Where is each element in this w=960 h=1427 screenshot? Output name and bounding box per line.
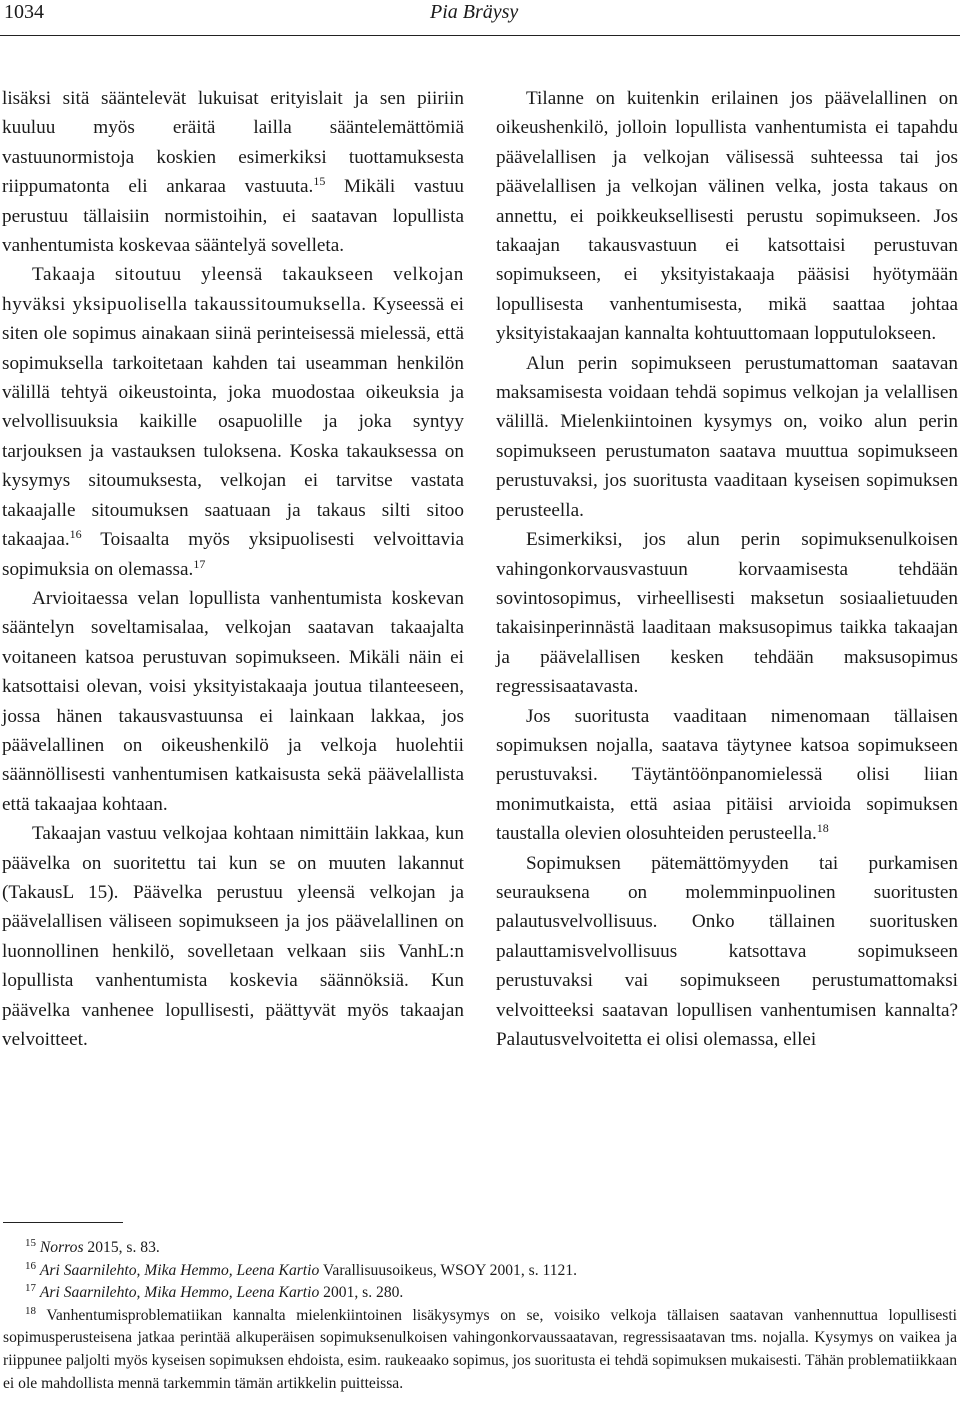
footnote-text: 2015, s. 83. [83,1239,160,1256]
page-number: 1034 [4,1,44,23]
footnote-ref: 16 [69,527,82,542]
paragraph: Arvioitaessa velan lopullista vanhentumista koskevan sääntelyn soveltamisalaa, velkojan saatavan takaajalta voitaneen katsoa perustuvan sopimukseen. Mikäli näin ei katsottaisi olevan, voisi yksityistakaaja joutua tilanteeseen, jossa hänen takausvastuunsa ei lainkaan lakkaa, jos päävelallinen on oikeushenkilö ja velkoja huolehtii säännöllisesti vanhentumisen katkaisusta sekä päävelallista että takaajaa kohtaan. [2,587,464,815]
running-head-author: Pia Bräysy [430,1,519,23]
footnote-text: Varallisuusoikeus, WSOY 2001, s. 1121. [319,1261,578,1279]
paragraph: Alun perin sopimukseen perustumattoman saatavan maksamisesta voidaan tehdä sopimus velkojan ja velallisen välillä. Mielenkiintoinen kysymys on, voiko alun perin sopimukseen perustumaton saatava muuttua sopimukseen perustuvaksi, jos suoritusta vaaditaan kyseisen sopimuksen perusteella. [496,352,958,521]
footnote-ref: 15 [313,174,326,189]
footnote-number: 15 [25,1237,36,1249]
footnote-author: Norros [39,1239,84,1256]
paragraph-text: Kyseessä ei siten ole sopimus ainakaan siinä perinteisessä mielessä, että sopimuksella tarkoitetaan kahden tai useamman henkilön välillä tehtyä oikeustointa, joka muodostaa oikeuksia ja velvollisuuksia kaikille osapuolille ja joka syntyy tarjouksen ja vastauksen tuloksena. Koska takauksessa on kysymys sitoumuksesta, velkojan ei tarvitse vastata takaajalle sitoumuksen saatuaan ja takaus silti sitoo takaajaa. [2,293,465,551]
paragraph-text: lisäksi sitä sääntelevät lukuisat erityislait ja sen piiriin kuuluu myös eräitä lailla sääntelemättömiä vastuunormistoja koskien esimerkiksi tuottamuksesta riippumatonta eli ankaraa vastuuta. [2,88,464,198]
paragraph: Sopimuksen pätemättömyyden tai purkamisen seurauksena on molemminpuolinen suoritusten palautusvelvollisuus. Onko tällainen suoritusken palauttamisvelvollisuus katsottava sopimukseen perustuvaksi vai sopimukseen perustumattomaksi velvoitteeksi saatavan lopullisen vanhentumisen kannalta? Palautusvelvoitetta ei olisi olemassa, ellei [496,852,958,1050]
paragraph: Takaajan vastuu velkojaa kohtaan nimittäin lakkaa, kun päävelka on suoritettu tai kun se on muuten lakannut (TakausL 15). Päävelka perustuu yleensä velkojan ja päävelallisen väliseen sopimukseen ja jos päävelallinen on luonnollinen henkilö, sovelletaan velkaan siis VanhL:n lopullista vanhentumista koskevia säännöksiä. Kun päävelka vanhenee lopullisesti, päättyvät myös takaajan velvoitteet. [2,823,464,1050]
paragraph-text: Jos suoritusta vaaditaan nimenomaan tällaisen sopimuksen nojalla, saatava täytynee katsoa sopimukseen perustuvaksi. Täytäntöönpanomielessä olisi liian monimutkaista, että asiaa pitäisi arvioida sopimuksen taustalla olevien olosuhteiden perusteella. [496,705,958,845]
footnote-ref: 18 [816,821,829,836]
footnote [3,1282,957,1305]
footnote-number: 17 [25,1282,36,1295]
paragraph-text: Toisaalta myös yksipuolisesti velvoittavia sopimuksia on olemassa. [2,529,464,580]
paragraph: Tilanne on kuitenkin erilainen jos päävelallinen on oikeushenkilö, jolloin lopullista vanhentumista ei tapahdu päävelallisen ja velkojan välisessä suhteessa tai jos päävelallisen ja velkojan välinen velka, josta takaus on annettu, ei poikkeuksellisesti perustu sopimukseen. Jos takaajan takausvastuun ei katsottaisi perustuvan sopimukseen, ei yksityistakaaja pääsisi hyötymään lopullisesta vanhentumisesta, mikä saattaa johtaa yksityistakaajan kannalta kohtuuttomaan lopputulokseen. [496,88,958,345]
footnote-ref: 17 [193,556,206,571]
paragraph [2,260,464,583]
footnote [3,1237,957,1260]
footnotes [3,1237,957,1395]
page-header [0,0,960,30]
header-rule [0,35,960,36]
footnote [3,1305,957,1395]
footnote [3,1260,957,1283]
footnote-text: Vanhentumisproblematiikan kannalta mielenkiintoinen lisäkysymys on se, voisiko velkoja tällaisen saatavan vanhennuttua lopullisesti sopimusperusteisena jatkaa perintää alkuperäisen sopimuksenulkoisen vahingonkorvaussaatavan, regressisaatavan tms. nojalla. Kysymys on vaikea ja riippunee paljolti myös kyseisen sopimuksen ehdoista, esim. raukeaako sopimus, jos suoritusta ei tehdä sopimuksen mukaisesti. Tähän problematiikkaan ei ole mahdollista mennä tarkemmin tämän artikkelin puitteissa. [3,1306,957,1392]
footnote-author: Ari Saarnilehto, Mika Hemmo, Leena Kartio [39,1261,320,1279]
paragraph-text: Takaaja sitoutuu yleensä takaukseen velkojan hyväksi yksipuolisella takaussitoumuksella. [2,264,464,315]
paragraph-text: Mikäli vastuu perustuu tällaisiin normistoihin, ei saatavan lopullista vanhentumista koskevaa sääntelyä sovelleta. [2,176,464,257]
footnote-rule [3,1222,123,1223]
paragraph: Esimerkiksi, jos alun perin sopimuksenulkoisen vahingonkorvausvastuun korvaamisesta tehdään sovintosopimus, virheellisesti maksetun sosiaalietuuden takaisinperinnästä laaditaan maksusopimus taikka takaajan ja päävelallisen kesken tehdään maksusopimus regressisaatavasta. [496,529,958,698]
paragraph [496,702,958,849]
footnote-author: Ari Saarnilehto, Mika Hemmo, Leena Kartio [39,1284,320,1302]
paragraph [2,84,464,260]
right-column [496,84,958,1054]
footnote-number: 18 [25,1304,36,1317]
footnote-number: 16 [25,1259,36,1272]
footnote-text: 2001, s. 280. [319,1284,404,1302]
left-column [2,84,464,1054]
